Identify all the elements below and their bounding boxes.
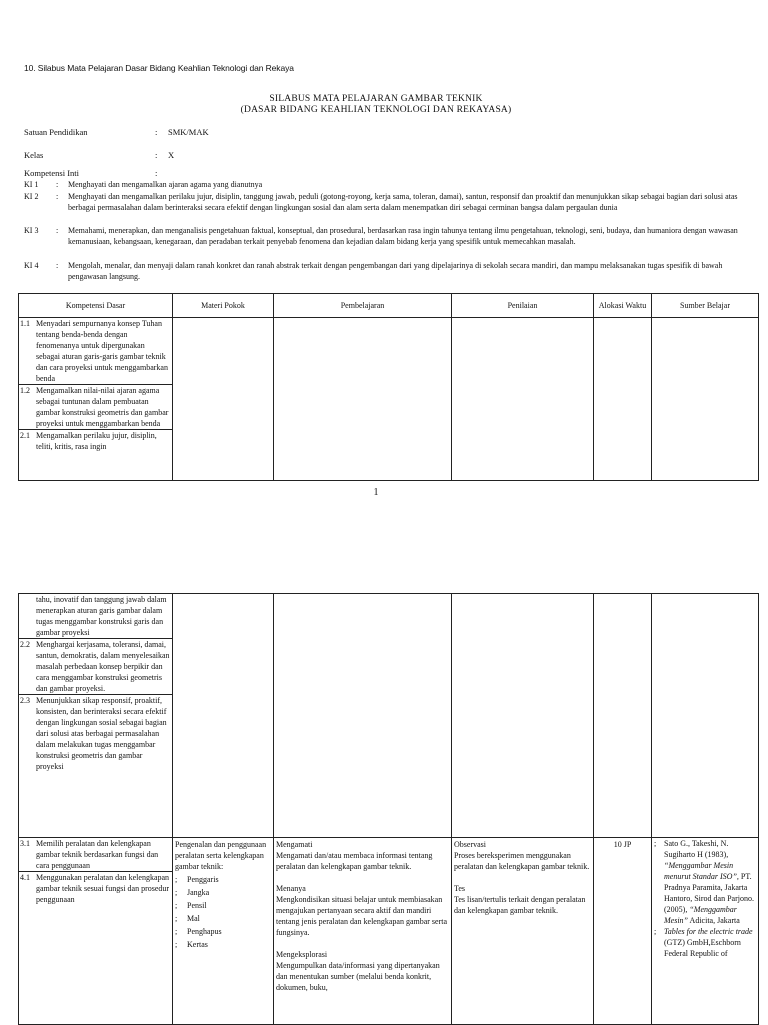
colon: : [155,150,158,160]
list-item: ; Jangka [175,888,210,897]
materi-intro: Pengenalan dan penggunaan peralatan serta kelengkapan gambar teknik: [175,840,267,871]
syllabus-subtitle: (DASAR BIDANG KEAHLIAN TEKNOLOGI DAN REKAYASA) [240,105,512,115]
header-penilaian: Penilaian [452,294,594,318]
page-number: 1 [373,487,379,498]
materi-cell [173,318,274,481]
list-item: ; Mal [175,914,200,923]
assessment-item [452,838,593,873]
materi-cell [173,594,274,838]
reference-item: ; Sato G., Takeshi, N. Sugiharto H (1983), “Menggambar Mesin menurut Standar ISO”, PT. Pradnya Paramita, Jakarta [654,839,752,892]
ki-text: Menghayati dan mengamalkan perilaku jujur, disiplin, tanggung jawab, peduli (gotong-royong, kerja sama, toleran, damai), santun, responsif dan proaktif dan menunjukkan sikap sebagai bagian dari solusi atas berbagai permasalahan dalam berinteraksi secara efektif dengan lingkungan sosial dan alam serta dalam menempatkan diri sebagai cerminan bangsa dalam pergaulan dunia [68,192,738,212]
list-item: ; Penghapus [175,927,222,936]
penilaian-cell [452,594,594,838]
pembelajaran-cell [274,594,452,838]
assessment-heading: Observasi [454,840,486,849]
colon: : [56,192,59,201]
pembelajaran-cell [274,318,452,481]
ki-text: Mengolah, menalar, dan menyaji dalam ranah konkret dan ranah abstrak terkait dengan pengembangan dari yang dipelajarinya di sekolah secara mandiri, dan mampu melaksanakan tugas spesifik di bawah pengawasan langsung. [68,261,723,281]
assessment-text: Tes lisan/tertulis terkait dengan peralatan dan kelengkapan gambar teknik. [454,895,586,915]
colon: : [56,226,59,235]
colon: : [56,261,59,270]
colon: : [155,168,158,178]
list-item: 2.1 Mengamalkan perilaku jujur, disiplin, teliti, kritis, rasa ingin [20,431,157,451]
list-item: ; Kertas [175,940,208,949]
syllabus-table-page1 [18,293,759,481]
header-sumber-belajar: Sumber Belajar [652,294,759,318]
ki-code: KI 3 [24,226,39,235]
list-item: ; Pensil [175,901,207,910]
class-value: X [168,150,175,160]
header-kompetensi-dasar: Kompetensi Dasar [19,294,173,318]
step-text: Mengumpulkan data/informasi yang dipertanyakan dan menentukan sumber (melalui benda konkrit, dokumen, buku, [276,961,440,992]
learning-step [274,838,451,873]
kd-cell [19,318,173,481]
ki-code: KI 4 [24,261,39,270]
learning-step [274,948,451,994]
kd-cell [19,838,173,1025]
list-item: 1.1 Menyadari sempurnanya konsep Tuhan tentang benda-benda dengan fenomenanya untuk dipergunakan sebagai aturan garis-garis gambar teknik dan cara proyeksi untuk menggambarkan benda [19,318,172,385]
list-item: 3.1 Memilih peralatan dan kelengkapan gambar teknik berdasarkan fungsi dan cara penggunaan [19,838,172,872]
school-unit-value: SMK/MAK [168,127,209,137]
pembelajaran-cell [274,838,452,1025]
penilaian-cell [452,318,594,481]
header-pembelajaran: Pembelajaran [274,294,452,318]
step-text: Mengamati dan/atau membaca informasi tentang peralatan dan kelengkapan gambar teknik. [276,851,433,871]
assessment-heading: Tes [454,884,465,893]
list-item: 2.3 Menunjukkan sikap responsif, proaktif, konsisten, dan berinteraksi secara efektif dengan lingkungan sosial sebagai bagian dari solusi atas berbagai permasalahan dalam melakukan tugas menggambar konstruksi geometris dan gambar proyeksi [20,696,167,771]
header-materi-pokok: Materi Pokok [173,294,274,318]
colon: : [155,127,158,137]
alokasi-cell [594,594,652,838]
list-item: 4.1 Menggunakan peralatan dan kelengkapan gambar teknik sesuai fungsi dan prosedur penggunaan [20,873,170,904]
penilaian-cell [452,838,594,1025]
page-heading: 10. Silabus Mata Pelajaran Dasar Bidang Keahlian Teknologi dan Rekaya [24,63,294,73]
colon: : [56,180,59,189]
ki-code: KI 2 [24,192,39,201]
step-text: Mengkondisikan situasi belajar untuk membiasakan mengajukan pertanyaan secara aktif dan mandiri tentang jenis peralatan dan kelengkapan gambar serta fungsinya. [276,895,448,937]
syllabus-table-page2 [18,593,759,1025]
learning-step [274,882,451,939]
kd-cell [19,594,173,838]
class-label: Kelas [24,150,44,160]
sumber-cell [652,318,759,481]
assessment-text: Proses bereksperimen menggunakan peralatan dan kelengkapan gambar teknik. [454,851,590,871]
step-heading: Mengamati [276,840,313,849]
step-heading: Menanya [276,884,306,893]
list-item: tahu, inovatif dan tanggung jawab dalam menerapkan aturan garis gambar dalam tugas menggambar konstruksi garis dan gambar proyeksi [19,594,172,639]
core-competence-label: Kompetensi Inti [24,168,80,178]
materi-cell [173,838,274,1025]
list-item: 2.2 Menghargai kerjasama, toleransi, damai, santun, demokratis, dalam menyelesaikan masalah perbedaan konsep berpikir dan cara menggambar konstruksi geometris dan gambar proyeksi. [19,639,172,695]
school-unit-label: Satuan Pendidikan [24,127,88,137]
syllabus-title: SILABUS MATA PELAJARAN GAMBAR TEKNIK [269,94,483,104]
ki-code: KI 1 [24,180,39,189]
sumber-cell [652,594,759,838]
sumber-cell [652,838,759,1025]
reference-item: Hantoro, Sirod dan Parjono. (2005), “Menggambar Mesin” Adicita, Jakarta [664,894,754,925]
header-alokasi-waktu: Alokasi Waktu [594,294,652,318]
list-item: ; Penggaris [175,875,219,884]
alokasi-cell [594,838,652,1025]
time-allocation: 10 JP [613,840,632,849]
materi-list [173,873,273,951]
ki-text: Menghayati dan mengamalkan ajaran agama yang dianutnya [68,180,263,189]
assessment-item [452,882,593,917]
ki-text: Memahami, menerapkan, dan menganalisis pengetahuan faktual, konseptual, dan prosedural, berdasarkan rasa ingin tahunya tentang ilmu pengetahuan, teknologi, seni, budaya, dan humaniora dengan wawasan kemanusiaan, kebangsaan, kenegaraan, dan peradaban terkait penyebab fenomena dan kejadian dalam bidang kerja yang spesifik untuk memecahkan masalah. [68,226,738,246]
reference-item: ; Tables for the electric trade (GTZ) GmbH,Eschborn Federal Republic of [654,927,753,958]
alokasi-cell [594,318,652,481]
step-heading: Mengeksplorasi [276,950,328,959]
list-item: 1.2 Mengamalkan nilai-nilai ajaran agama sebagai tuntunan dalam pembuatan gambar konstruksi geometris dan gambar proyeksi untuk menggambarkan benda [19,385,172,430]
